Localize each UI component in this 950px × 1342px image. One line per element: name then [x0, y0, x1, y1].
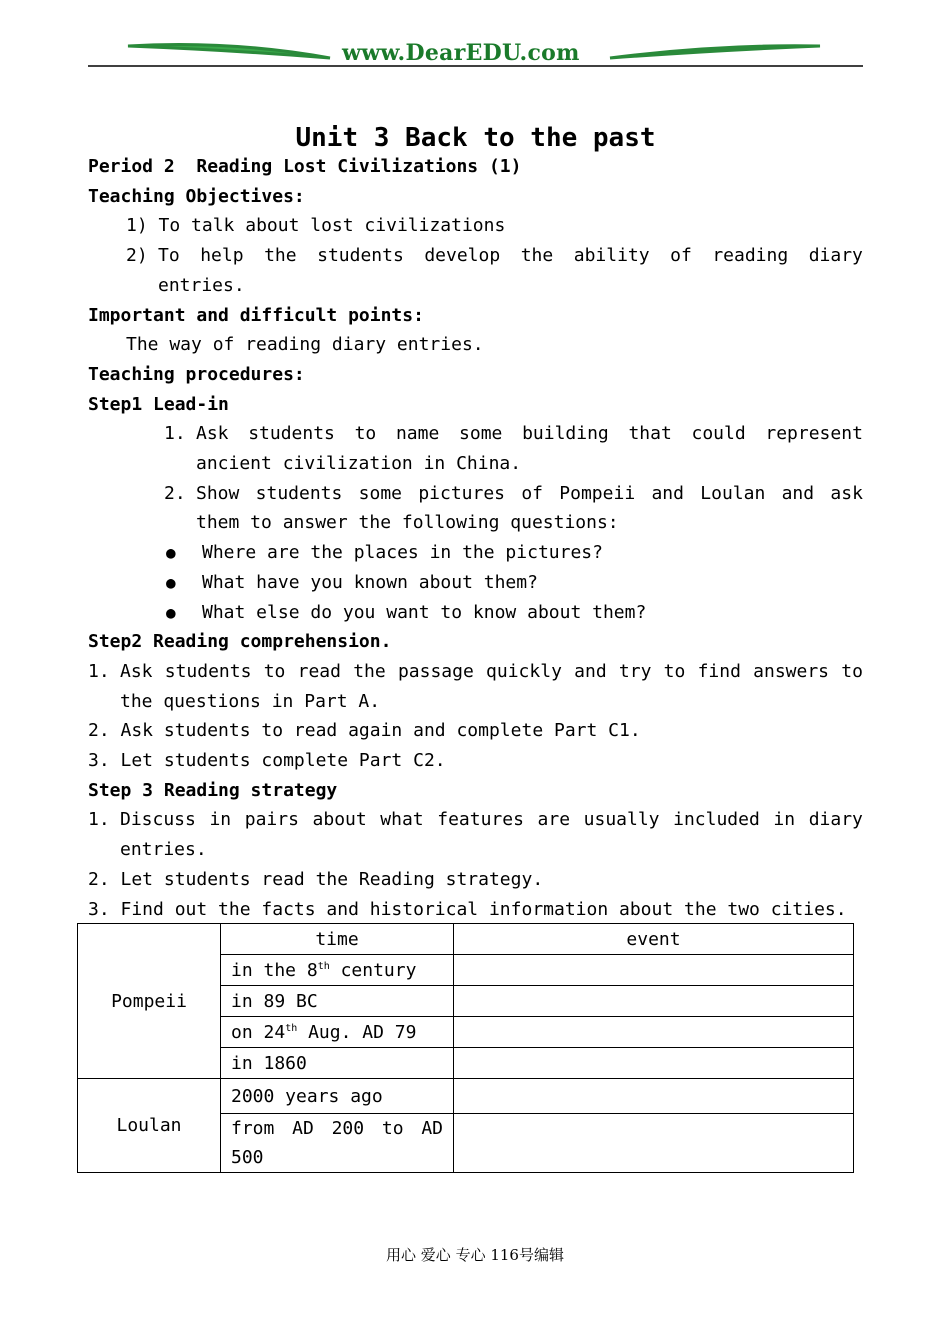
important-heading: Important and difficult points:	[88, 304, 424, 326]
step2-item-2: 2. Ask students to read again and complete Part C1.	[88, 720, 641, 742]
bullet-item: ● What else do you want to know about them?	[88, 598, 863, 628]
time-cell: in the 8th century	[221, 955, 454, 986]
time-cell: on 24th Aug. AD 79	[221, 1017, 454, 1048]
bullet-icon: ●	[166, 543, 176, 563]
objective-1: 1) To talk about lost civilizations	[126, 215, 506, 237]
event-cell[interactable]	[454, 955, 854, 986]
bullet-icon: ●	[166, 602, 176, 622]
table-row	[78, 1079, 854, 1114]
step3-item-3: 3. Find out the facts and historical information about the two cities.	[88, 898, 847, 920]
event-cell[interactable]	[454, 1048, 854, 1079]
loulan-cell: Loulan	[78, 1079, 221, 1173]
time-cell: 2000 years ago	[221, 1079, 454, 1114]
period-heading: Period 2 Reading Lost Civilizations (1)	[88, 156, 522, 177]
objectives-heading: Teaching Objectives:	[88, 185, 305, 207]
step1-item-2-continued: them to answer the following questions:	[196, 512, 619, 534]
page-title: Unit 3 Back to the past	[295, 123, 656, 153]
important-text: The way of reading diary entries.	[126, 334, 484, 356]
step1-item-1: 1. Ask students to name some building that could represent	[164, 423, 863, 445]
event-cell[interactable]	[454, 1017, 854, 1048]
history-table	[77, 923, 854, 1173]
document-body	[88, 118, 863, 924]
step1-item-2: 2. Show students some pictures of Pompeii and Loulan and ask	[164, 482, 863, 504]
page-footer: 用心 爱心 专心 116号编辑	[386, 1246, 564, 1264]
step2-item-3: 3. Let students complete Part C2.	[88, 750, 446, 772]
pompeii-cell: Pompeii	[78, 924, 221, 1079]
table-row	[78, 924, 854, 955]
page-header	[0, 0, 950, 80]
header-site-logo[interactable]: www.DearEDU.com	[342, 40, 580, 66]
event-cell[interactable]	[454, 1079, 854, 1114]
objective-2: 2) To help the students develop the ability of reading diary	[126, 245, 863, 267]
event-header: event	[454, 924, 854, 955]
bullet-icon: ●	[166, 572, 176, 592]
step3-item-1-continued: entries.	[120, 839, 207, 861]
step2-heading: Step2 Reading comprehension.	[88, 631, 392, 653]
time-cell: in 89 BC	[221, 986, 454, 1017]
step3-item-2: 2. Let students read the Reading strategy.	[88, 868, 544, 890]
step3-heading: Step 3 Reading strategy	[88, 779, 338, 801]
step1-item-1-continued: ancient civilization in China.	[196, 453, 522, 475]
time-header: time	[221, 924, 454, 955]
step1-heading: Step1 Lead-in	[88, 393, 229, 415]
procedures-heading: Teaching procedures:	[88, 363, 305, 385]
bullet-item: ● Where are the places in the pictures?	[88, 538, 863, 568]
time-cell: from AD 200 to AD 500	[221, 1114, 454, 1173]
step2-item-1: 1. Ask students to read the passage quickly and try to find answers to	[88, 660, 863, 682]
event-cell[interactable]	[454, 986, 854, 1017]
event-cell[interactable]	[454, 1114, 854, 1173]
objective-2-continued: entries.	[158, 274, 245, 296]
step3-item-1: 1. Discuss in pairs about what features are usually included in diary	[88, 809, 863, 831]
bullet-item: ● What have you known about them?	[88, 568, 863, 598]
step2-item-1-continued: the questions in Part A.	[120, 690, 381, 712]
time-cell: in 1860	[221, 1048, 454, 1079]
